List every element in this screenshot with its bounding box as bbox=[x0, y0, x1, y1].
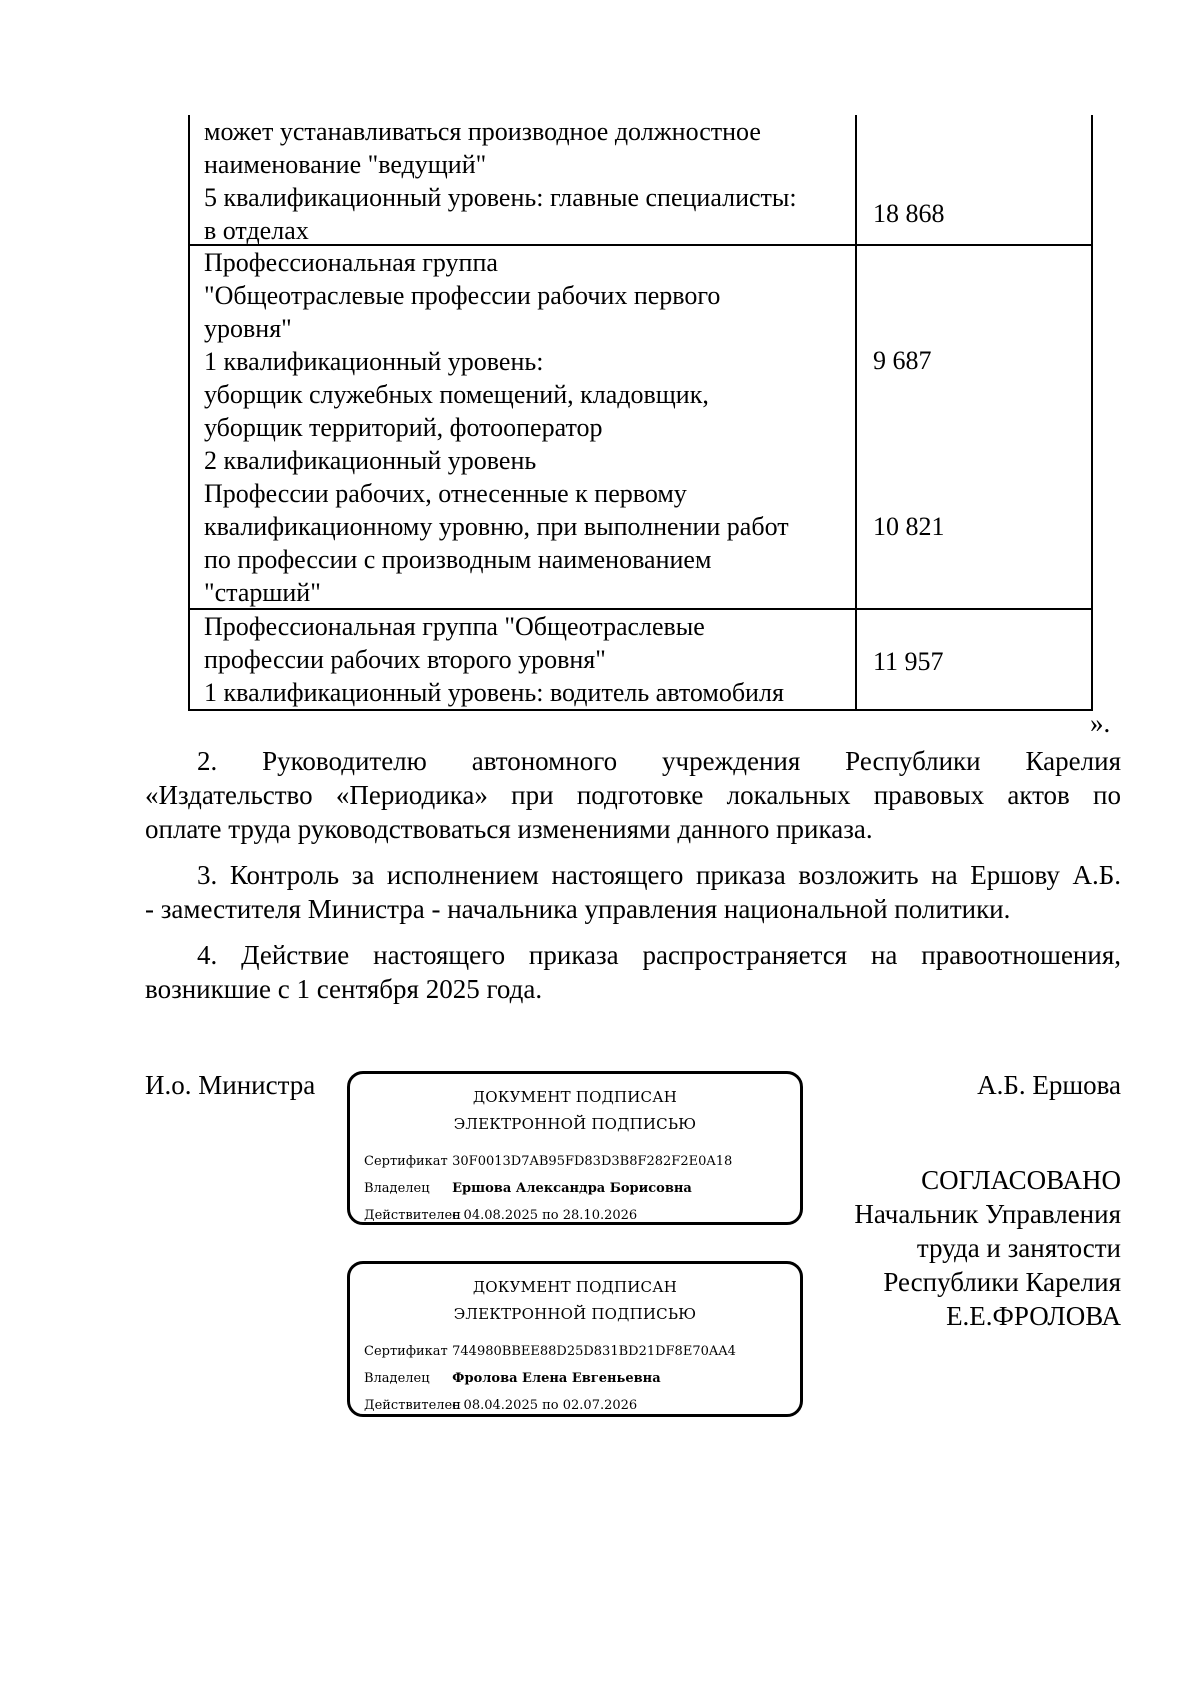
paragraph-line: возникшие с 1 сентября 2025 года. bbox=[145, 974, 543, 1004]
paragraph-line: - заместителя Министра - начальника управления национальной политики. bbox=[145, 894, 1011, 924]
table-cell-value bbox=[857, 115, 1091, 244]
approval-name: Е.Е.ФРОЛОВА bbox=[946, 1301, 1121, 1331]
table-cell-value bbox=[857, 610, 1091, 709]
stamp-label: Владелец bbox=[364, 1181, 430, 1196]
stamp-label: Сертификат bbox=[364, 1344, 448, 1359]
table-row bbox=[188, 246, 1093, 610]
paragraph-line: оплате труда руководствоваться изменениями данного приказа. bbox=[145, 814, 873, 844]
table-text-line: 5 квалификационный уровень: главные специалисты: bbox=[204, 183, 797, 212]
table-text-line: 2 квалификационный уровень bbox=[204, 446, 537, 475]
table-row bbox=[188, 610, 1093, 711]
table-text-line: 1 квалификационный уровень: водитель автомобиля bbox=[204, 678, 784, 707]
table-cell-value bbox=[857, 246, 1091, 608]
paragraph-line: 4. Действие настоящего приказа распространяется на правоотношения, bbox=[197, 940, 1121, 970]
salary-value: 10 821 bbox=[873, 512, 945, 541]
table-text-line: Профессиональная группа "Общеотраслевые bbox=[204, 612, 705, 641]
stamp-label: Действителен bbox=[364, 1208, 461, 1223]
table-text-line: уборщик территорий, фотооператор bbox=[204, 413, 603, 442]
table-row bbox=[188, 115, 1093, 246]
table-text-line: профессии рабочих второго уровня" bbox=[204, 645, 606, 674]
table-text-line: Профессиональная группа bbox=[204, 248, 498, 277]
paragraph-line: 2. Руководителю автономного учреждения Республики Карелия bbox=[197, 746, 1121, 776]
stamp-validity-row bbox=[364, 1392, 800, 1419]
table-text-line: в отделах bbox=[204, 216, 309, 245]
stamp-certificate-row bbox=[364, 1338, 800, 1365]
paragraph-line: 3. Контроль за исполнением настоящего приказа возложить на Ершову А.Б. bbox=[197, 860, 1121, 890]
paragraph-3 bbox=[145, 858, 1121, 926]
stamp-owner-row bbox=[364, 1175, 800, 1202]
stamp-header bbox=[350, 1274, 800, 1328]
stamp-owner: Фролова Елена Евгеньевна bbox=[452, 1371, 661, 1386]
signer-position: И.о. Министра bbox=[145, 1070, 316, 1100]
stamp-label: Сертификат bbox=[364, 1154, 448, 1169]
salary-value: 18 868 bbox=[873, 199, 945, 228]
stamp-title: ДОКУМЕНТ ПОДПИСАН bbox=[472, 1088, 678, 1106]
table-text-line: квалификационному уровню, при выполнении работ bbox=[204, 512, 789, 541]
table-text-line: может устанавливаться производное должностное bbox=[204, 117, 761, 146]
e-signature-stamp bbox=[347, 1261, 803, 1417]
stamp-validity-row bbox=[364, 1202, 800, 1229]
approval-line: Республики Карелия bbox=[883, 1267, 1121, 1297]
stamp-certificate: 30F0013D7AB95FD83D3B8F282F2E0A18 bbox=[452, 1154, 733, 1169]
stamp-certificate-row bbox=[364, 1148, 800, 1175]
stamp-details bbox=[364, 1148, 800, 1229]
table-text-line: "Общеотраслевые профессии рабочих первого bbox=[204, 281, 721, 310]
table-text-line: "старший" bbox=[204, 578, 321, 607]
stamp-owner-row bbox=[364, 1365, 800, 1392]
paragraph-line: «Издательство «Периодика» при подготовке локальных правовых актов по bbox=[145, 780, 1121, 810]
table-cell-description bbox=[190, 115, 857, 244]
salary-table bbox=[188, 115, 1093, 711]
stamp-validity: с 04.08.2025 по 28.10.2026 bbox=[452, 1208, 638, 1223]
stamp-validity: с 08.04.2025 по 02.07.2026 bbox=[452, 1398, 638, 1413]
closing-quote: ». bbox=[1090, 708, 1111, 738]
signer-name: А.Б. Ершова bbox=[977, 1070, 1121, 1100]
table-text-line: по профессии с производным наименованием bbox=[204, 545, 712, 574]
table-text-line: уровня" bbox=[204, 314, 292, 343]
approval-line: труда и занятости bbox=[916, 1233, 1121, 1263]
paragraph-2 bbox=[145, 744, 1121, 846]
table-text-line: наименование "ведущий" bbox=[204, 150, 487, 179]
stamp-subtitle: ЭЛЕКТРОННОЙ ПОДПИСЬЮ bbox=[453, 1115, 697, 1133]
stamp-title: ДОКУМЕНТ ПОДПИСАН bbox=[472, 1278, 678, 1296]
paragraph-4 bbox=[145, 938, 1121, 1006]
table-cell-description bbox=[190, 246, 857, 608]
e-signature-stamp bbox=[347, 1071, 803, 1225]
approval-block bbox=[854, 1163, 1121, 1333]
stamp-details bbox=[364, 1338, 800, 1419]
stamp-label: Владелец bbox=[364, 1371, 430, 1386]
approval-line: Начальник Управления bbox=[854, 1199, 1121, 1229]
salary-value: 9 687 bbox=[873, 346, 932, 375]
table-text-line: Профессии рабочих, отнесенные к первому bbox=[204, 479, 687, 508]
stamp-header bbox=[350, 1084, 800, 1138]
stamp-owner: Ершова Александра Борисовна bbox=[452, 1181, 692, 1196]
table-text-line: 1 квалификационный уровень: bbox=[204, 347, 544, 376]
table-text-line: уборщик служебных помещений, кладовщик, bbox=[204, 380, 709, 409]
stamp-label: Действителен bbox=[364, 1398, 461, 1413]
table-cell-description bbox=[190, 610, 857, 709]
approval-title: СОГЛАСОВАНО bbox=[921, 1165, 1121, 1195]
stamp-certificate: 744980BBEE88D25D831BD21DF8E70AA4 bbox=[452, 1344, 736, 1359]
stamp-subtitle: ЭЛЕКТРОННОЙ ПОДПИСЬЮ bbox=[453, 1305, 697, 1323]
salary-value: 11 957 bbox=[873, 647, 944, 676]
